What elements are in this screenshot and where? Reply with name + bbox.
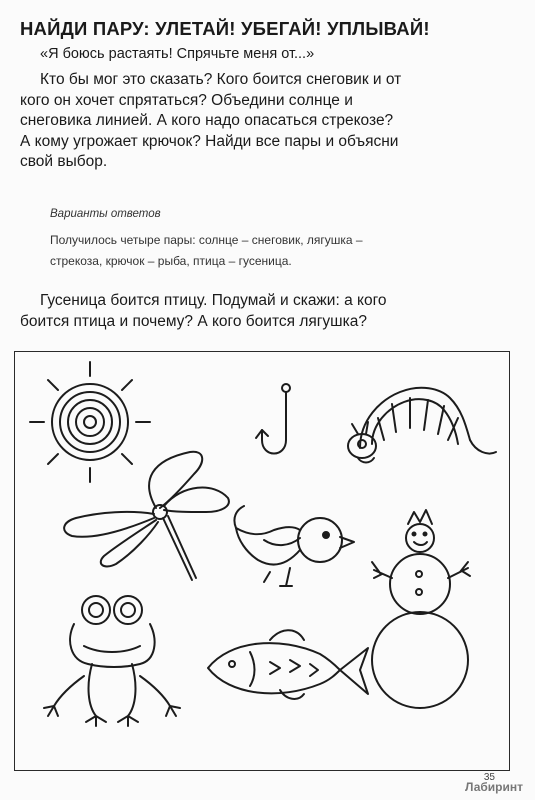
answers-heading: Варианты ответов — [50, 208, 161, 220]
task-line: Кто бы мог это сказать? Кого боится снеговик и от — [40, 71, 402, 88]
question-line: боится птица и почему? А кого боится лягушка? — [20, 312, 367, 330]
page-number: 35 — [483, 772, 495, 783]
task-line: А кому угрожает крючок? Найди все пары и объясни — [20, 132, 399, 150]
task-line: кого он хочет спрятаться? Объедини солнце и — [20, 91, 353, 109]
watermark: Лабиринт — [464, 780, 523, 794]
task-line: снеговика линией. А кого надо опасаться стрекозе? — [20, 112, 394, 129]
hook-icon — [256, 384, 290, 454]
page-title: НАЙДИ ПАРУ: УЛЕТАЙ! УБЕГАЙ! УПЛЫВАЙ! — [20, 18, 430, 39]
bird-icon — [234, 506, 354, 586]
sun-icon — [30, 362, 150, 482]
dragonfly-icon — [64, 452, 229, 580]
answers-line: Получилось четыре пары: солнце – снеговик, лягушка – — [50, 233, 363, 247]
frog-icon — [44, 596, 180, 726]
task-line: свой выбор. — [20, 153, 108, 170]
caterpillar-icon — [348, 388, 496, 463]
quote-text: «Я боюсь растаять! Спрячьте меня от...» — [40, 46, 315, 62]
question-line: Гусеница боится птицу. Подумай и скажи: а кого — [40, 292, 387, 309]
answers-line: стрекоза, крючок – рыба, птица – гусеница. — [50, 254, 292, 268]
snowman-icon — [372, 510, 470, 708]
fish-icon — [208, 630, 368, 699]
